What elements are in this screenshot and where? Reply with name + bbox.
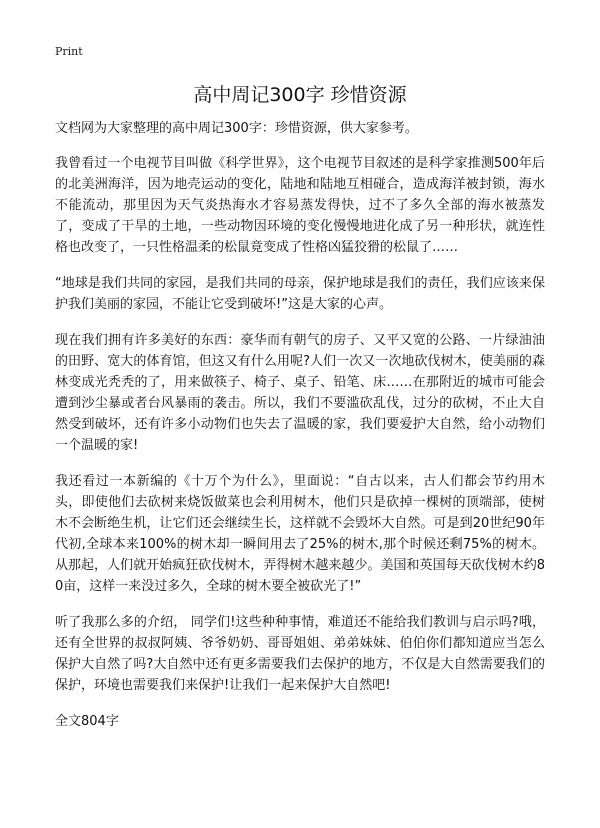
word-count: 全文804字 [55, 714, 119, 729]
paragraph-4: 我还看过一本新编的《十万个为什么》，里面说：“自古以来，古人们都会节约用木头，即使他们去砍树来烧饭做菜也会利用树木，他们只是砍掉一棵树的顶端部，使树木不会断绝生机，让它们还会继续生长，这样就不会毁坏大自然。可是到20世纪90年代初,全球本来100%的树木却一瞬间用去了25%的树木,那个时候还剩75%的树木。从那起，人们就开始疯狂砍伐树木，弄得树木越来越少。美国和英国每天砍伐树木约80亩，这样一来没过多久，全球的树木要全被砍光了!” [55, 474, 545, 594]
paragraph-2: “地球是我们共同的家园，是我们共同的母亲，保护地球是我们的责任，我们应该来保护我们美丽的家园，不能让它受到破坏!”这是大家的心声。 [55, 276, 545, 312]
paragraph-5: 听了我那么多的介绍， 同学们!这些种种事情，难道还不能给我们教训与启示吗?哦，还有全世界的叔叔阿姨、爷爷奶奶、哥哥姐姐、弟弟妹妹、伯伯你们都知道应当怎么保护大自然了吗?大自然中还有更多需要我们去保护的地方，不仅是大自然需要我们的保护，环境也需要我们来保护!让我们一起来保护大自然吧! [55, 615, 545, 693]
page-title: 高中周记300字 珍惜资源 [193, 84, 407, 106]
print-link[interactable]: Print [55, 45, 83, 58]
paragraph-3: 现在我们拥有许多美好的东西：豪华而有朝气的房子、又平又宽的公路、一片绿油油的田野、宽大的体育馆，但这又有什么用呢?人们一次又一次地砍伐树木，使美丽的森林变成光秃秃的了，用来做筷子、椅子、桌子、铅笔、床……在那附近的城市可能会遭到沙尘暴或者台风暴雨的袭击。所以，我们不要滥砍乱伐，过分的砍树，不止大自然受到破坏，还有许多小动物们也失去了温暖的家，我们要爱护大自然，给小动物们一个温暖的家! [55, 333, 545, 453]
article-body [55, 118, 545, 732]
paragraph-1: 我曾看过一个电视节目叫做《科学世界》，这个电视节目叙述的是科学家推测500年后的北美洲海洋，因为地壳运动的变化，陆地和陆地互相碰合，造成海洋被封锁，海水不能流动，那里因为天气炎热海水才容易蒸发得快，过不了多久全部的海水被蒸发了，变成了干旱的土地，一些动物因环境的变化慢慢地进化成了另一种形状，就连性格也改变了，一只性格温柔的松鼠竟变成了性格凶猛狡猾的松鼠了…… [55, 156, 545, 255]
intro-paragraph: 文档网为大家整理的高中周记300字：珍惜资源，供大家参考。 [55, 121, 418, 136]
